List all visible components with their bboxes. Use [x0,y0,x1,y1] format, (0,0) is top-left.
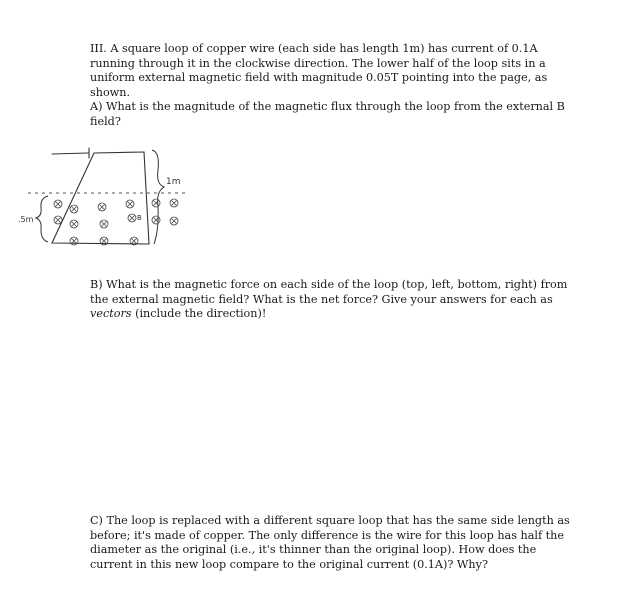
into-page-icon [100,220,108,228]
vectors-emphasis: vectors [90,307,132,321]
intro-line: uniform external magnetic field with magnitude 0.05T pointing into the page, as [90,71,548,85]
question-b-line: B) What is the magnetic force on each side of the loop (top, left, bottom, right) from [90,278,568,291]
into-page-icon [54,200,62,208]
into-page-icon [152,216,160,224]
question-b [90,278,568,322]
loop-diagram [16,140,196,252]
side-label: 1m [166,177,181,187]
question-a-line: field? [90,114,121,128]
half-brace [36,196,48,242]
question-b-tail: (include the direction)! [131,307,267,321]
intro-line: III. A square loop of copper wire (each side has length 1m) has current of 0.1A [90,42,538,55]
side-brace [152,150,164,244]
problem-intro [90,42,550,100]
question-c-line: before; it's made of copper. The only difference is the wire for this loop has half the [90,528,564,542]
into-page-icon [70,237,78,245]
into-page-icon [170,217,178,225]
question-c [90,514,570,572]
half-label: .5m [18,215,34,224]
into-page-icon [170,199,178,207]
question-b-line [90,307,550,322]
intro-line: running through it in the clockwise direction. The lower half of the loop sits in a [90,56,546,70]
question-c-line: diameter as the original (i.e., it's thinner than the original loop). How does the [90,543,537,557]
wire-loop [52,148,149,244]
question-c-line: current in this new loop compare to the original current (0.1A)? Why? [90,557,488,571]
question-a-line: A) What is the magnitude of the magnetic flux through the loop from the external B [90,100,565,113]
intro-line: shown. [90,85,131,99]
into-page-icon [98,203,106,211]
into-page-icon [54,216,62,224]
question-c-line: C) The loop is replaced with a different square loop that has the same side length as [90,514,570,527]
into-page-icon [128,214,136,222]
question-a [90,100,565,129]
question-b-line: the external magnetic field? What is the net force? Give your answers for each as [90,292,553,306]
field-into-page-symbols [54,199,178,245]
into-page-icon [70,205,78,213]
into-page-icon [152,199,160,207]
into-page-icon [70,220,78,228]
into-page-icon [126,200,134,208]
field-label: B [137,214,142,222]
